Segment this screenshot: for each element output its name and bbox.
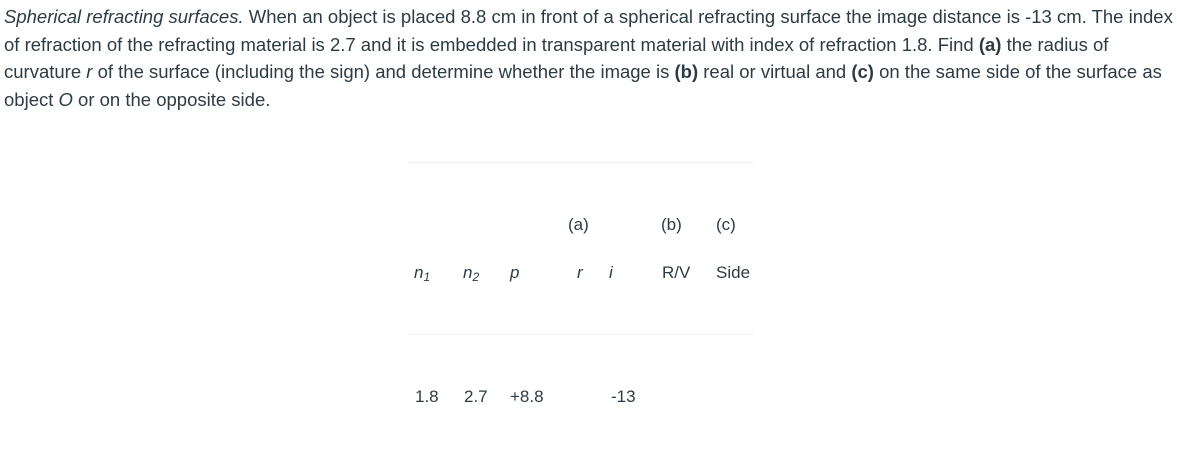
cell-n2: 2.7 [464,387,488,406]
header-n1-subscript: 1 [423,270,431,284]
problem-text-4: real or virtual and [698,61,852,83]
cell-p: +8.8 [510,387,544,406]
object-variable: O [58,88,73,110]
part-b-label: (b) [674,61,699,83]
header-n2 [463,263,479,284]
problem-title: Spherical refracting surfaces. [4,6,244,27]
problem-text-2: the radius of curvature [4,33,1109,83]
header-i: i [609,263,613,282]
header-n2-subscript: 2 [472,270,480,284]
problem-text-3: of the surface (including the sign) and determine whether the image is [92,61,675,83]
header-part-b: (b) [661,215,682,234]
radius-variable: r [86,61,93,83]
header-part-a: (a) [568,215,589,234]
part-a-label: (a) [978,33,1002,55]
problem-text-6: or on the opposite side. [72,88,271,110]
header-n1 [414,263,430,284]
table-header-rule [408,334,754,335]
part-c-label: (c) [851,61,874,83]
table-top-rule [408,162,754,163]
cell-n1: 1.8 [415,387,439,406]
header-r: r [577,263,583,282]
header-n1-base: n [414,263,424,282]
problem-text-1: When an object is placed 8.8 cm in front of a spherical refracting surface the image distance is -13 cm. The index of refraction of the refracting material is 2.7 and it is embedded in transparent material with index of refraction 1.8. Find [4,6,1173,55]
header-side: Side [716,263,751,282]
header-n2-base: n [463,263,473,282]
header-rv: R/V [662,263,691,282]
header-p: p [510,263,520,282]
header-part-c: (c) [716,215,736,234]
problem-statement [4,3,1174,113]
problem-text-5: on the same side of the surface as object [4,61,1162,110]
cell-i: -13 [611,387,636,406]
